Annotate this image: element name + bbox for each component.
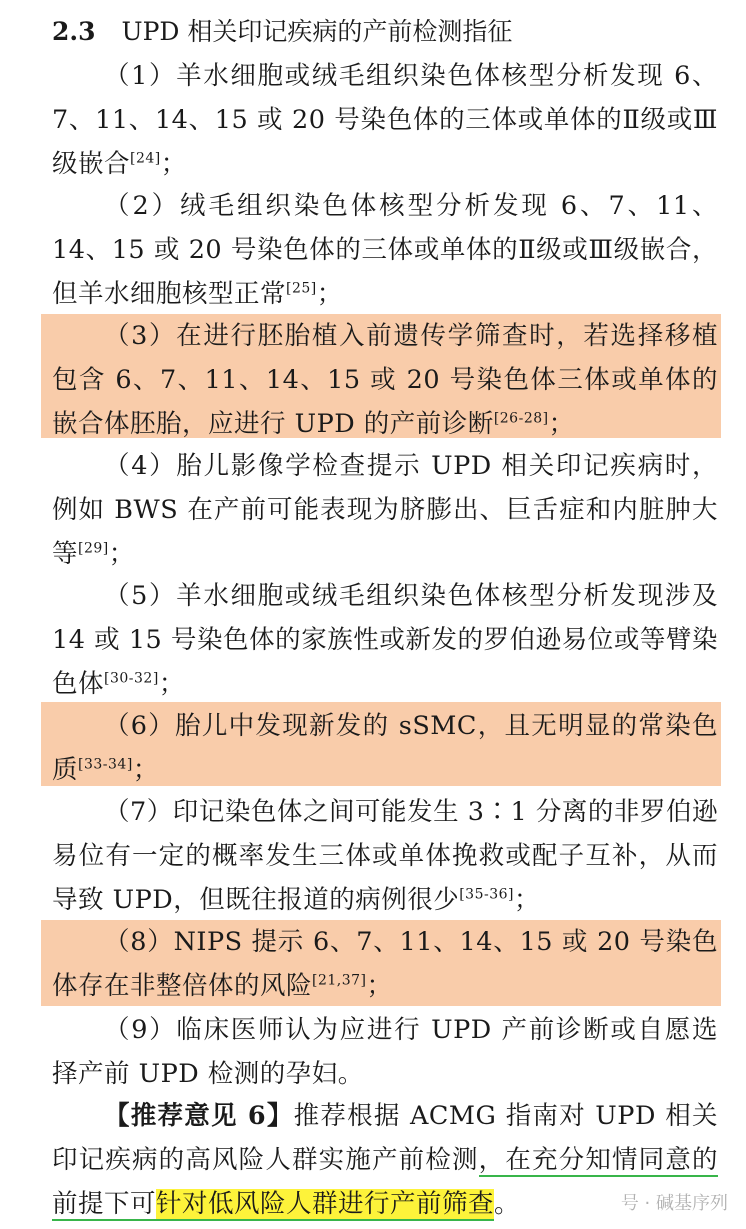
citation: [26-28]: [493, 410, 549, 427]
item-text: （6）胎儿中发现新发的 sSMC，且无明显的常染色质: [52, 711, 718, 785]
list-item-4: [52, 444, 718, 576]
recommendation-paragraph: [52, 1094, 718, 1226]
item-text: （9）临床医师认为应进行 UPD 产前诊断或自愿选择产前 UPD 检测的孕妇。: [52, 1015, 718, 1089]
item-end: ；: [548, 409, 575, 439]
watermark: 号 · 碱基序列: [620, 1193, 728, 1214]
item-end: ；: [108, 539, 135, 569]
citation: [29]: [78, 540, 109, 557]
item-end: ；: [132, 755, 159, 785]
recommendation-text-4: 。: [494, 1189, 521, 1219]
item-end: ；: [160, 149, 187, 179]
item-text: （4）胎儿影像学检查提示 UPD 相关印记疾病时，例如 BWS 在产前可能表现为脐膨出、巨舌症和内脏肿大等: [52, 451, 718, 569]
item-text: （3）在进行胚胎植入前遗传学筛查时，若选择移植包含 6、7、11、14、15 或 20 号染色体三体或单体的嵌合体胚胎，应进行 UPD 的产前诊断: [52, 321, 718, 439]
recommendation-label: 【推荐意见 6】: [104, 1101, 294, 1131]
list-item-2: [52, 184, 718, 316]
item-text: （7）印记染色体之间可能发生 3∶1 分离的非罗伯逊易位有一定的概率发生三体或单体挽救或配子互补，从而导致 UPD，但既往报道的病例很少: [52, 797, 718, 915]
section-heading: [52, 14, 512, 50]
recommendation-text-2: ，在充分知情同意的前提下可: [52, 1145, 718, 1219]
item-text: （8）NIPS 提示 6、7、11、14、15 或 20 号染色体存在非整倍体的风险: [52, 927, 718, 1001]
item-end: ；: [366, 971, 393, 1001]
citation: [21,37]: [312, 972, 367, 989]
list-item-5: [52, 574, 718, 706]
item-text: （1）羊水细胞或绒毛组织染色体核型分析发现 6、7、11、14、15 或 20 号染色体的三体或单体的Ⅱ级或Ⅲ级嵌合: [52, 61, 718, 179]
recommendation-text-1: 推荐根据 ACMG 指南对 UPD 相关印记疾病的高风险人群实施产前检测: [52, 1101, 718, 1175]
citation: [24]: [130, 150, 161, 167]
item-end: ；: [158, 669, 185, 699]
recommendation-text-3: 针对低风险人群进行产前筛查: [156, 1189, 495, 1219]
section-title: UPD 相关印记疾病的产前检测指征: [121, 17, 513, 46]
item-end: ；: [514, 885, 541, 915]
section-number: 2.3: [52, 17, 96, 46]
list-item-6: [52, 704, 718, 792]
citation: [33-34]: [78, 756, 133, 773]
citation: [30-32]: [104, 670, 159, 687]
citation: [35-36]: [459, 886, 514, 903]
item-text: （2）绒毛组织染色体核型分析发现 6、7、11、14、15 或 20 号染色体的三体或单体的Ⅱ级或Ⅲ级嵌合，但羊水细胞核型正常: [52, 191, 718, 309]
list-item-3: [52, 314, 718, 446]
list-item-9: [52, 1008, 718, 1096]
list-item-1: [52, 54, 718, 186]
citation: [25]: [286, 280, 317, 297]
list-item-7: [52, 790, 718, 922]
item-end: ；: [316, 279, 343, 309]
item-text: （5）羊水细胞或绒毛组织染色体核型分析发现涉及 14 或 15 号染色体的家族性或新发的罗伯逊易位或等臂染色体: [52, 581, 718, 699]
list-item-8: [52, 920, 718, 1008]
